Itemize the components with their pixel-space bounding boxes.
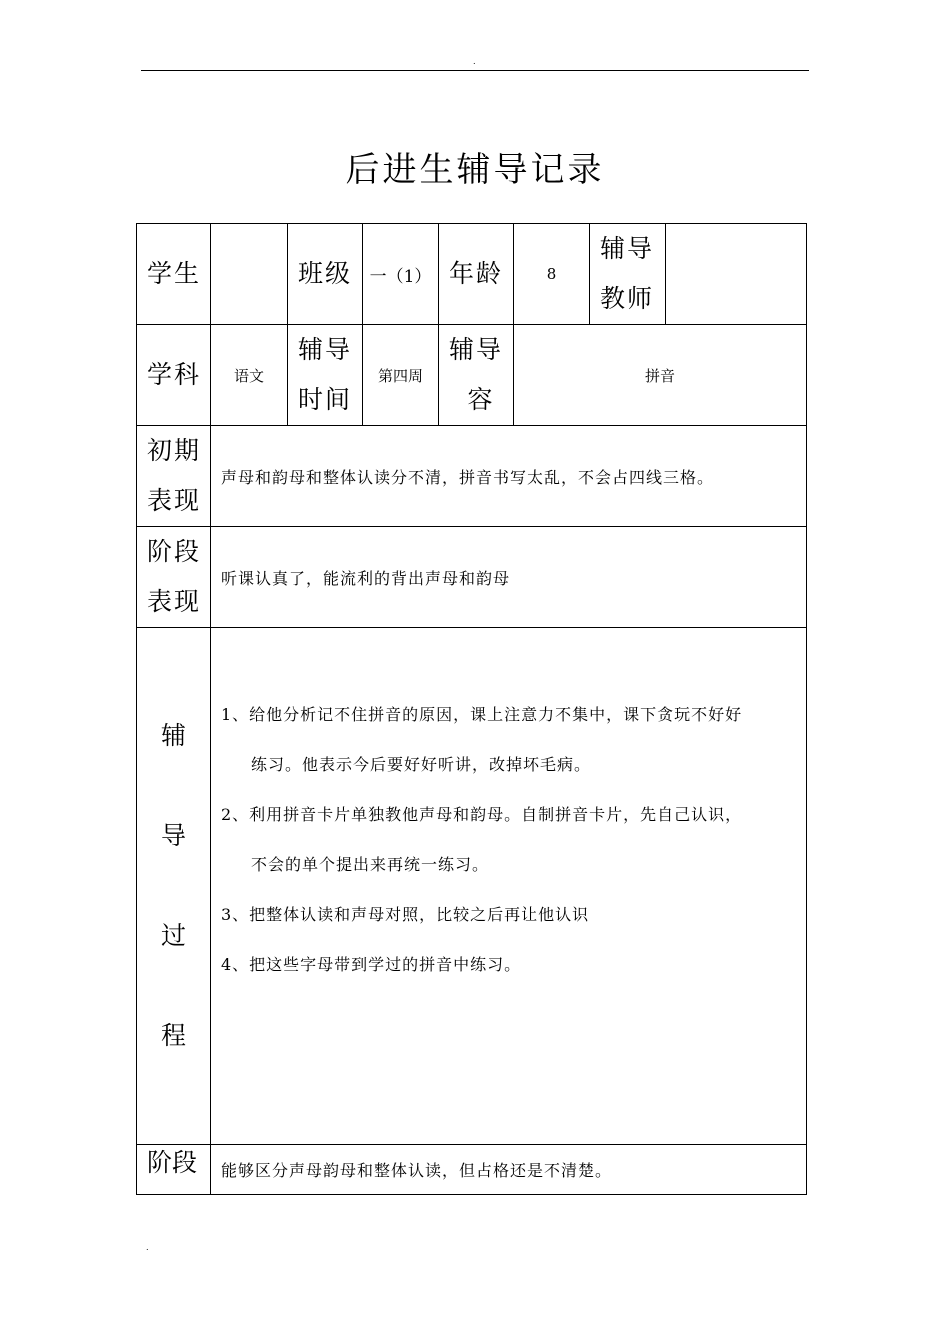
stage-label-line2: 表现: [147, 587, 202, 616]
subject-label: 学科: [137, 325, 211, 426]
time-label-line2: 时间: [298, 385, 353, 414]
row-process: [137, 628, 807, 1145]
header-mark: .: [473, 57, 476, 66]
row-stage-result: [137, 1145, 807, 1195]
process-item-continued: 不会的单个提出来再统一练习。: [251, 855, 490, 874]
subject-value: 语文: [211, 325, 288, 426]
time-value: 第四周: [363, 325, 439, 426]
teacher-label: [590, 224, 666, 325]
process-label-char: 过: [160, 921, 186, 950]
process-label-char: 辅: [160, 721, 186, 750]
row-stage: [137, 527, 807, 628]
teacher-label-line2: 教师: [600, 284, 655, 313]
record-table: [136, 223, 807, 1195]
content-label: [439, 325, 514, 426]
time-label: [288, 325, 363, 426]
class-label: 班级: [288, 224, 363, 325]
row-initial: [137, 426, 807, 527]
content-label-line1: 辅导: [449, 335, 504, 364]
row-subject: [137, 325, 807, 426]
stage-label: [137, 527, 211, 628]
process-item: 4、把这些字母带到学过的拼音中练习。: [221, 955, 522, 974]
initial-label-line2: 表现: [147, 486, 202, 515]
page-title: 后进生辅导记录: [345, 150, 605, 190]
student-value: [211, 224, 288, 325]
content-value: 拼音: [514, 325, 807, 426]
process-label-char: 导: [160, 821, 186, 850]
header-rule: [141, 70, 809, 71]
class-value: 一（1）: [363, 224, 439, 325]
process-body: [211, 628, 807, 1145]
teacher-value: [666, 224, 807, 325]
student-label: 学生: [137, 224, 211, 325]
process-label-char: 程: [160, 1021, 186, 1050]
stage-label-line1: 阶段: [147, 537, 202, 566]
process-item: 2、利用拼音卡片单独教他声母和韵母。自制拼音卡片，先自己认识，: [221, 805, 743, 824]
footer-mark: .: [146, 1243, 149, 1252]
age-label: 年龄: [439, 224, 514, 325]
process-label: [137, 628, 211, 1145]
content-label-line2: 容: [467, 385, 495, 414]
process-item-continued: 练习。他表示今后要好好听讲，改掉坏毛病。: [251, 755, 592, 774]
row-basic-info: [137, 224, 807, 325]
time-label-line1: 辅导: [298, 335, 353, 364]
initial-text: 声母和韵母和整体认读分不清，拼音书写太乱，不会占四线三格。: [211, 426, 807, 527]
stage-result-text: 能够区分声母韵母和整体认读，但占格还是不清楚。: [211, 1145, 807, 1195]
teacher-label-line1: 辅导: [600, 234, 655, 263]
process-item: 1、给他分析记不住拼音的原因，课上注意力不集中，课下贪玩不好好: [221, 705, 743, 724]
initial-label-line1: 初期: [147, 436, 202, 465]
stage-text: 听课认真了，能流利的背出声母和韵母: [211, 527, 807, 628]
stage-result-label: 阶段: [137, 1145, 211, 1195]
process-item: 3、把整体认读和声母对照，比较之后再让他认识: [221, 905, 590, 924]
initial-label: [137, 426, 211, 527]
age-value: 8: [514, 224, 590, 325]
